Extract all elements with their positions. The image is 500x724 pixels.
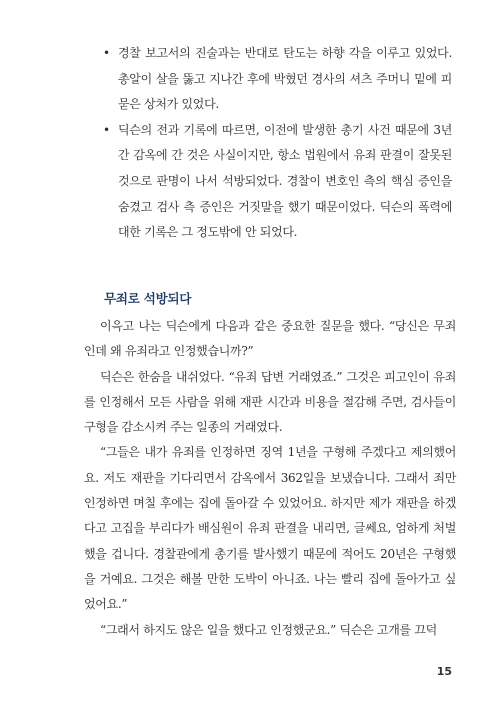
bullet-item	[100, 118, 452, 246]
paragraph: “그래서 하지도 않은 일을 했다고 인정했군요.” 딕슨은 고개를 끄덕	[100, 622, 437, 637]
paragraph: “그들은 내가 유죄를 인정하면 징역 1년을 구형해 주겠다고 제의했어요. 저도 재판을 기다리면서 감옥에서 362일을 보냈습니다. 그래서 죄만 인정하면 며칠 후에는 집에 돌아갈 수 있었어요. 하지만 제가 재판을 하겠다고 고집을 부리다가 배심원이 유죄 판결을 내리면, 글쎄요, 엄하게 처벌했을 겁니다. 경찰관에게 총기를 발사했기 때문에 적어도 20년은 구형했을 거예요. 그것은 해볼 만한 도박이 아니죠. 나는 빨리 집에 돌아가고 싶었어요.”	[84, 445, 456, 612]
bullet-dot-icon: •	[103, 46, 110, 60]
bullet-text: 경찰 보고서의 진술과는 반대로 탄도는 하향 각을 이루고 있었다. 총알이 살을 뚫고 지나간 후에 박혔던 경사의 셔츠 주머니 밑에 피 묻은 상처가 있었다.	[118, 46, 452, 112]
section-heading: 무죄로 석방되다	[104, 291, 192, 306]
bullet-text: 딕슨의 전과 기록에 따르면, 이전에 발생한 총기 사건 때문에 3년 간 감옥에 간 것은 사실이지만, 항소 법원에서 유죄 판결이 잘못된 것으로 판명이 나서 석방되었다. 경찰이 변호인 측의 핵심 증인을 숨겼고 검사 측 증인은 거짓말을 했기 때문이었다. 딕슨의 폭력에 대한 기록은 그 정도밖에 안 되었다.	[118, 122, 452, 240]
bullet-dot-icon: •	[103, 122, 110, 137]
page-number: 15	[436, 665, 452, 678]
paragraph: 딕슨은 한숨을 내쉬었다. “유죄 답변 거래였죠.” 그것은 피고인이 유죄를 인정해서 모든 사람을 위해 재판 시간과 비용을 절감해 주면, 검사들이 구형을 감소시켜 주는 일종의 거래였다.	[84, 369, 456, 435]
bullet-item	[100, 41, 452, 118]
paragraph: 이윽고 나는 딕슨에게 다음과 같은 중요한 질문을 했다. “당신은 무죄인데 왜 유죄라고 인정했습니까?”	[84, 319, 456, 359]
section	[84, 291, 456, 643]
bullet-list	[100, 41, 452, 246]
